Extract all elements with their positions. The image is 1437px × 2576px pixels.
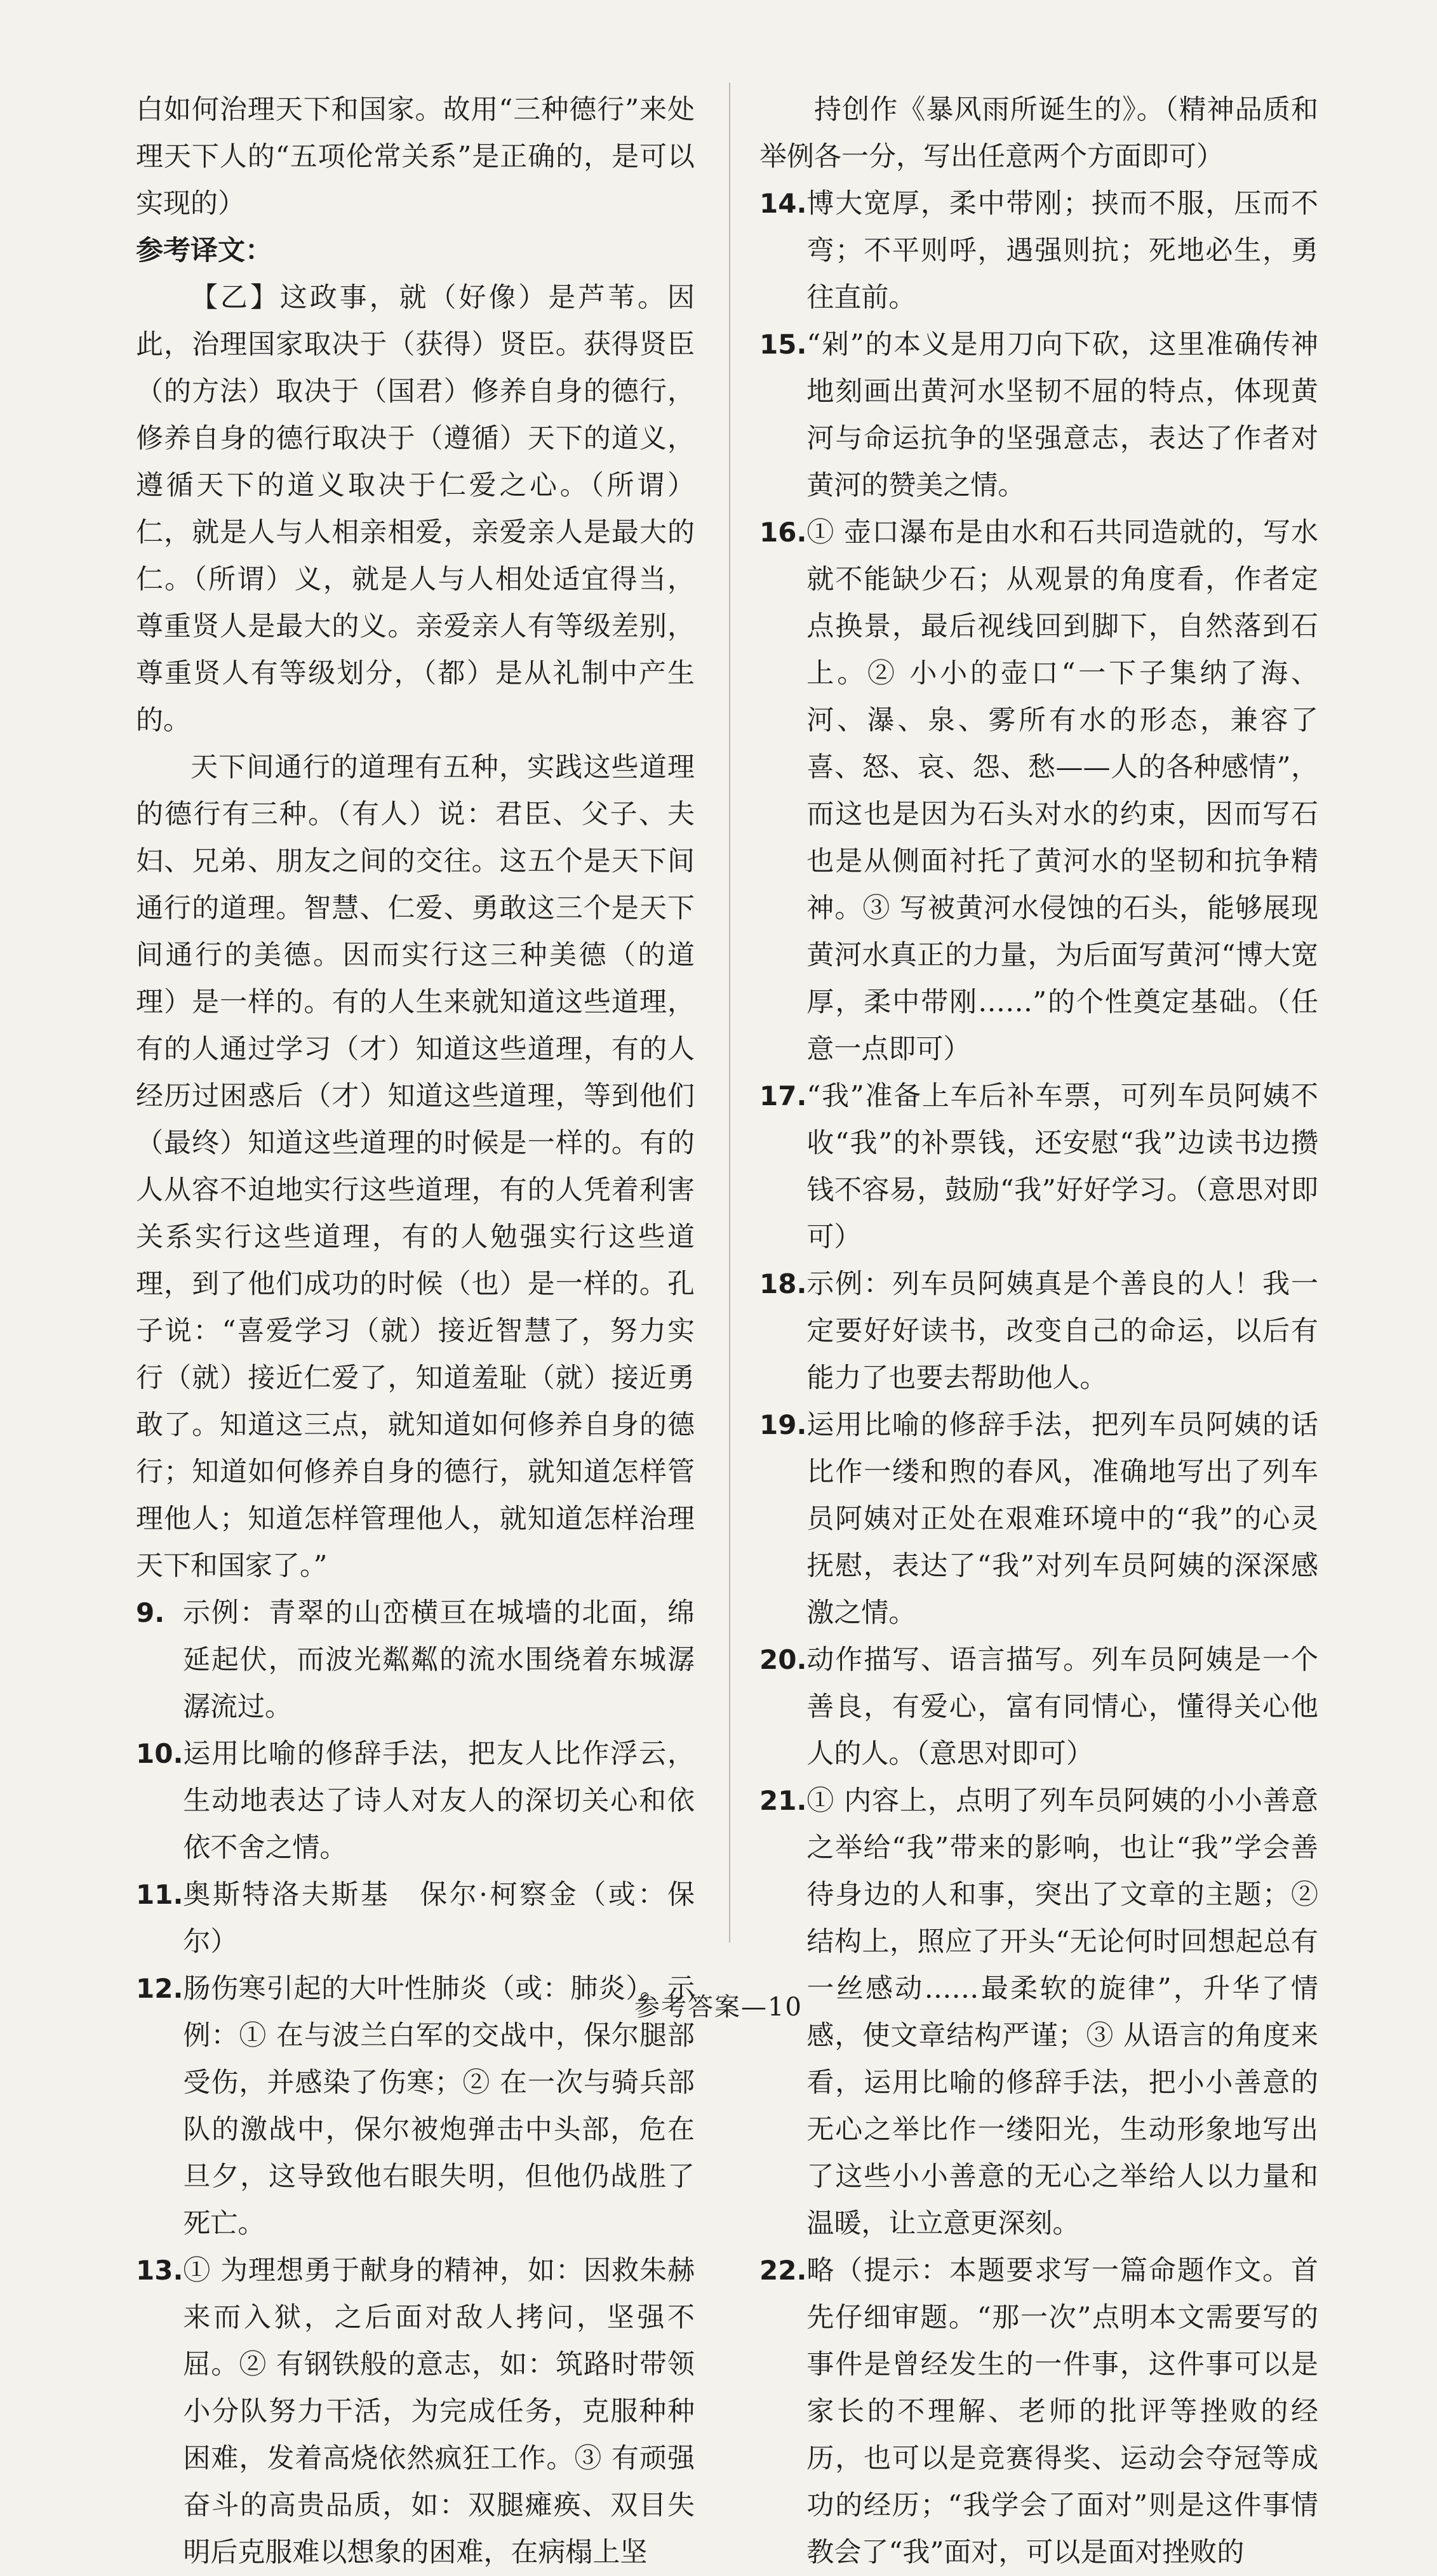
answer-item (136, 1590, 695, 1730)
page-footer: 参考答案—10 (634, 1993, 803, 2022)
answer-number: 21. (759, 1785, 807, 1816)
translation-paragraph-1: 【乙】这政事，就（好像）是芦苇。因此，治理国家取决于（获得）贤臣。获得贤臣（的方法）取决于（国君）修养自身的德行，修养自身的德行取决于（遵循）天下的道义，遵循天下的道义取决于仁爱之心。（所谓）仁，就是人与人相亲相爱，亲爱亲人是最大的仁。（所谓）义，就是人与人相处适宜得当，尊重贤人是最大的义。亲爱亲人有等级差别，尊重贤人有等级划分，（都）是从礼制中产生的。 (136, 282, 695, 736)
answer-number: 13. (136, 2255, 184, 2286)
answer-text: 动作描写、语言描写。列车员阿姨是一个善良，有爱心，富有同情心，懂得关心他人的人。（意思对即可） (806, 1644, 1318, 1770)
answer-item (759, 1402, 1318, 1637)
answer-number: 19. (759, 1409, 807, 1440)
left-column (136, 86, 695, 2576)
answer-number: 17. (759, 1080, 807, 1112)
answer-item (759, 1261, 1318, 1402)
intro-text: 白如何治理天下和国家。故用“三种德行”来处理天下人的“五项伦常关系”是正确的，是可以实现的） (136, 94, 695, 220)
translation-paragraph-2: 天下间通行的道理有五种，实践这些道理的德行有三种。（有人）说：君臣、父子、夫妇、兄弟、朋友之间的交往。这五个是天下间通行的道理。智慧、仁爱、勇敢这三个是天下间通行的美德。因而实行这三种美德（的道理）是一样的。有的人生来就知道这些道理，有的人通过学习（才）知道这些道理，有的人经历过困惑后（才）知道这些道理，等到他们（最终）知道这些道理的时候是一样的。有的人从容不迫地实行这些道理，有的人凭着利害关系实行这些道理，有的人勉强实行这些道理，到了他们成功的时候（也）是一样的。孔子说：“喜爱学习（就）接近智慧了，努力实行（就）接近仁爱了，知道羞耻（就）接近勇敢了。知道这三点，就知道如何修养自身的德行；知道如何修养自身的德行，就知道怎样管理他人；知道怎样管理他人，就知道怎样治理天下和国家了。” (136, 752, 695, 1582)
answer-text: “剁”的本义是用刀向下砍，这里准确传神地刻画出黄河水坚韧不屈的特点，体现黄河与命运抗争的坚强意志，表达了作者对黄河的赞美之情。 (806, 329, 1318, 501)
answer-item (759, 1637, 1318, 1777)
answer-text: 奥斯特洛夫斯基 保尔·柯察金（或：保尔） (183, 1879, 695, 1958)
answer-text: ① 为理想勇于献身的精神，如：因救朱赫来而入狱，之后面对敌人拷问，坚强不屈。② 有钢铁般的意志，如：筑路时带领小分队努力干活，为完成任务，克服种种困难，发着高烧依然疯狂工作。③ 有顽强奋斗的高贵品质，如：双腿瘫痪、双目失明后克服难以想象的困难，在病榻上坚 (183, 2255, 695, 2568)
answer-number: 22. (759, 2255, 807, 2286)
answer-number: 18. (759, 1268, 807, 1299)
translation-heading: 参考译文： (136, 235, 272, 267)
answer-item (759, 2247, 1318, 2576)
answer-item (136, 1730, 695, 1871)
answer-number: 9. (136, 1597, 165, 1628)
answer-text: 肠伤寒引起的大叶性肺炎（或：肺炎）。示例：① 在与波兰白军的交战中，保尔腿部受伤，并感染了伤寒；② 在一次与骑兵部队的激战中，保尔被炮弹击中头部，危在旦夕，这导致他右眼失明，但他仍战胜了死亡。 (183, 1973, 695, 2240)
answer-text: 略（提示：本题要求写一篇命题作文。首先仔细审题。“那一次”点明本文需要写的事件是曾经发生的一件事，这件事可以是家长的不理解、老师的批评等挫败的经历，也可以是竞赛得奖、运动会夺冠等成功的经历；“我学会了面对”则是这件事情教会了“我”面对，可以是面对挫败的 (806, 2255, 1318, 2568)
answer-number: 20. (759, 1644, 807, 1675)
right-column (759, 86, 1318, 2576)
column-divider (729, 83, 730, 1942)
answer-text: 运用比喻的修辞手法，把列车员阿姨的话比作一缕和煦的春风，准确地写出了列车员阿姨对正处在艰难环境中的“我”的心灵抚慰，表达了“我”对列车员阿姨的深深感激之情。 (806, 1409, 1318, 1629)
answer-item (759, 1073, 1318, 1261)
answer-item (136, 1871, 695, 1965)
answer-item (759, 321, 1318, 509)
answer-text: “我”准备上车后补车票，可列车员阿姨不收“我”的补票钱，还安慰“我”边读书边攒钱不容易，鼓励“我”好好学习。（意思对即可） (806, 1080, 1318, 1253)
answer-number: 10. (136, 1738, 184, 1769)
answer-text: 博大宽厚，柔中带刚；挟而不服，压而不弯；不平则呼，遇强则抗；死地必生，勇往直前。 (806, 188, 1318, 314)
answer-item (759, 509, 1318, 1073)
answer-number: 11. (136, 1879, 184, 1910)
answer-text: 运用比喻的修辞手法，把友人比作浮云，生动地表达了诗人对友人的深切关心和依依不舍之情。 (183, 1738, 695, 1864)
answer-text: 示例：青翠的山峦横亘在城墙的北面，绵延起伏，而波光粼粼的流水围绕着东城潺潺流过。 (183, 1597, 695, 1723)
answer-item (136, 2247, 695, 2576)
continuation-text: 持创作《暴风雨所诞生的》。（精神品质和举例各一分，写出任意两个方面即可） (759, 94, 1318, 173)
answer-text: ① 内容上，点明了列车员阿姨的小小善意之举给“我”带来的影响，也让“我”学会善待身边的人和事，突出了文章的主题；② 结构上，照应了开头“无论何时回想起总有一丝感动……最柔软的旋律”，升华了情感，使文章结构严谨；③ 从语言的角度来看，运用比喻的修辞手法，把小小善意的无心之举比作一缕阳光，生动形象地写出了这些小小善意的无心之举给人以力量和温暖，让立意更深刻。 (806, 1785, 1318, 2240)
answer-text: 示例：列车员阿姨真是个善良的人！我一定要好好读书，改变自己的命运，以后有能力了也要去帮助他人。 (806, 1268, 1318, 1394)
answer-item (759, 180, 1318, 321)
answer-number: 14. (759, 188, 807, 219)
answer-number: 16. (759, 517, 807, 548)
answer-number: 12. (136, 1973, 184, 2004)
answer-number: 15. (759, 329, 807, 360)
answer-text: ① 壶口瀑布是由水和石共同造就的，写水就不能缺少石；从观景的角度看，作者定点换景，最后视线回到脚下，自然落到石上。② 小小的壶口“一下子集纳了海、河、瀑、泉、雾所有水的形态，兼容了喜、怒、哀、怨、愁——人的各种感情”，而这也是因为石头对水的约束，因而写石也是从侧面衬托了黄河水的坚韧和抗争精神。③ 写被黄河水侵蚀的石头，能够展现黄河水真正的力量，为后面写黄河“博大宽厚，柔中带刚……”的个性奠定基础。（任意一点即可） (806, 517, 1318, 1065)
